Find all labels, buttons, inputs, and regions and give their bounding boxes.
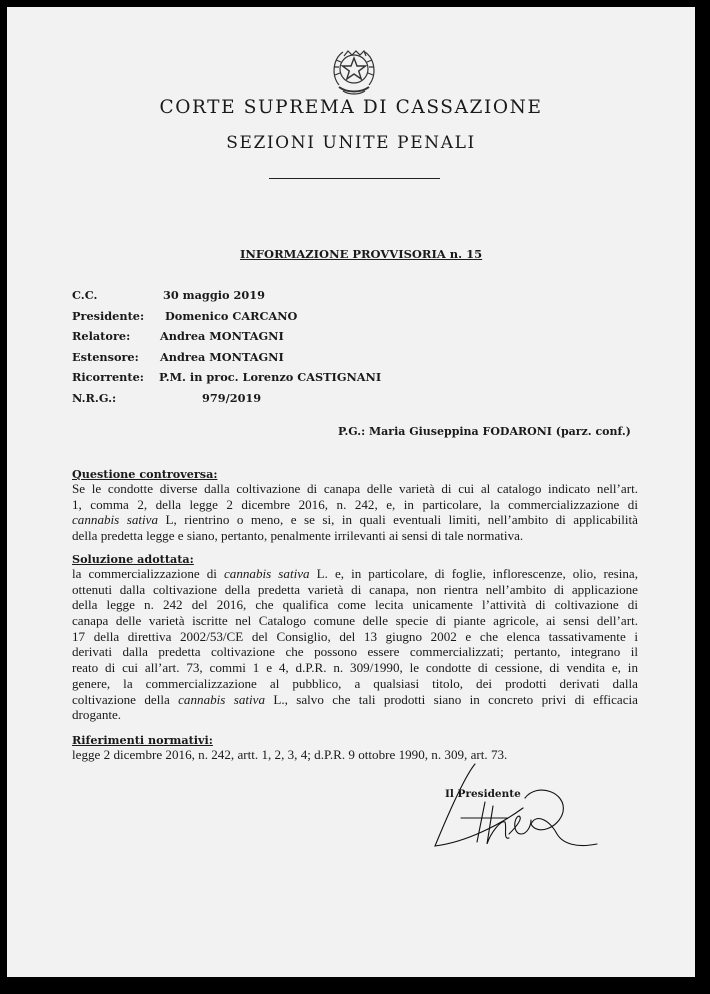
metadata-value: Andrea MONTAGNI	[160, 329, 284, 343]
text-segment: coltivazione della	[72, 691, 179, 707]
text-line	[72, 676, 638, 692]
metadata-value: Andrea MONTAGNI	[160, 349, 284, 364]
italic-text: cannabis sativa	[178, 691, 266, 707]
text-segment: 1, comma 2, della legge 2 dicembre 2016, n. 242, e, in particolare, la commercializzazione di	[72, 496, 638, 512]
soluzione-section	[72, 552, 638, 723]
text-segment: reato di cui all’art. 73, commi 1 e 4, d.P.R. n. 309/1990, le condotte di cessione, di vendita e, in	[72, 660, 638, 676]
metadata-label: Ricorrente:	[72, 370, 144, 384]
text-line	[72, 497, 638, 513]
text-line	[72, 629, 638, 645]
section-heading: Questione controversa:	[72, 467, 218, 481]
text-segment: la commercializzazione di	[72, 566, 224, 581]
metadata-label: Presidente:	[72, 308, 145, 323]
metadata-label: C.C.	[72, 288, 98, 302]
text-line	[72, 613, 638, 629]
text-line	[72, 692, 638, 708]
document-title: INFORMAZIONE PROVVISORIA n. 15	[240, 247, 483, 261]
text-segment: ottenuti dalla coltivazione della predetta varietà di canapa, non rientra nell’ambito di applicazione	[72, 581, 638, 597]
metadata-label: Relatore:	[72, 329, 131, 343]
text-segment: canapa delle varietà iscritte nel Catalogo comune delle specie di piante agricole, ai sensi dell’art.	[72, 613, 638, 629]
questione-section	[72, 467, 638, 544]
metadata-value: 30 maggio 2019	[163, 288, 265, 302]
riferimenti-section	[72, 733, 638, 763]
document-page	[7, 7, 695, 977]
court-name: CORTE SUPREMA DI CASSAZIONE	[159, 97, 543, 118]
text-line	[72, 481, 638, 497]
text-segment: della predetta legge e siano, pertanto, penalmente irrilevanti ai sensi di tale normativa.	[72, 528, 524, 544]
section-heading: Riferimenti normativi:	[72, 733, 213, 747]
section-body	[72, 566, 638, 723]
text-line	[72, 528, 638, 544]
section-body	[72, 481, 638, 544]
section-heading: Soluzione adottata:	[72, 552, 194, 566]
text-segment: derivati dalla predetta coltivazione che possono essere commercializzati; pertanto, integrano il	[72, 644, 638, 660]
signature-label: Il Presidente	[445, 788, 521, 800]
header-divider	[269, 178, 440, 179]
text-line	[72, 707, 638, 723]
text-line	[72, 660, 638, 676]
text-line	[72, 644, 638, 660]
text-line	[72, 597, 638, 613]
metadata-label: N.R.G.:	[72, 390, 117, 405]
signature-block	[427, 762, 627, 862]
text-line	[72, 566, 638, 582]
italic-text: cannabis sativa	[72, 512, 159, 528]
section-name: SEZIONI UNITE PENALI	[226, 133, 476, 153]
metadata-value: 979/2019	[202, 390, 262, 405]
italian-republic-emblem-icon	[329, 45, 379, 97]
text-segment: L, rientrino o meno, e se si, in quali eventuali limiti, nell’ambito di applicabilità	[158, 512, 638, 528]
text-segment: Se le condotte diverse dalla coltivazione di canapa delle varietà di cui al catalogo indicato nell’art.	[72, 481, 638, 496]
section-body: legge 2 dicembre 2016, n. 242, artt. 1, 2, 3, 4; d.P.R. 9 ottobre 1990, n. 309, art. 73.	[72, 747, 508, 762]
metadata-label: Estensore:	[72, 349, 139, 364]
text-segment: drogante.	[72, 707, 122, 723]
text-segment: 17 della direttiva 2002/53/CE del Consiglio, del 13 giugno 2002 e che elenca tassativamente i	[72, 628, 638, 644]
handwritten-signature-icon	[427, 762, 627, 862]
text-segment: genere, la commercializzazione al pubblico, a qualsiasi titolo, dei prodotti derivati dalla	[72, 675, 638, 691]
procuratore-generale-line: P.G.: Maria Giuseppina FODARONI (parz. conf.)	[338, 425, 631, 438]
text-segment: della legge n. 242 del 2016, che qualifica come lecita unicamente l’attività di coltivazione di	[72, 597, 638, 613]
text-line	[72, 582, 638, 598]
text-segment: L., salvo che tali prodotti siano in concreto privi di efficacia	[265, 691, 638, 707]
text-line	[72, 512, 638, 528]
italic-text: cannabis sativa	[223, 566, 310, 581]
metadata-value: P.M. in proc. Lorenzo CASTIGNANI	[159, 370, 382, 384]
metadata-value: Domenico CARCANO	[165, 308, 298, 323]
text-segment: L. e, in particolare, di foglie, inflorescenze, olio, resina,	[309, 566, 638, 581]
